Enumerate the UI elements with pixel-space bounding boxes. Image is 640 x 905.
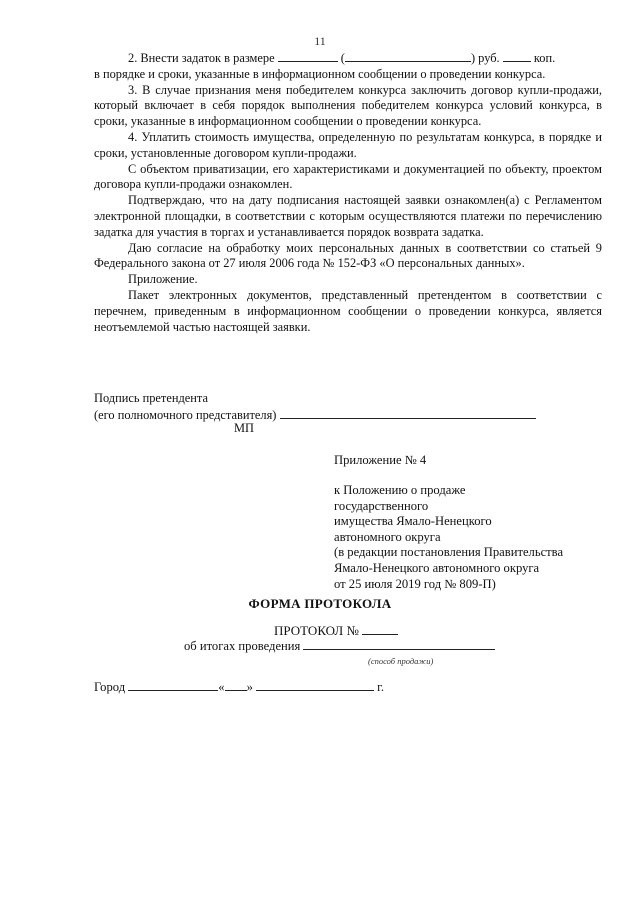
city-blank[interactable] <box>128 679 218 691</box>
representative-line: (его полномочного представителя) <box>94 407 536 424</box>
deposit-words-blank[interactable] <box>345 50 471 62</box>
annex-line: имущества Ямало-Ненецкого <box>334 514 492 529</box>
kopeks-blank[interactable] <box>503 50 531 62</box>
annex-line: государственного <box>334 498 429 513</box>
regulation-paragraph: Подтверждаю, что на дату подписания настоящей заявки ознакомлен(а) с Регламентом электронной площадки, в соответствии с которым осуществляются платежи по перечислению задатка для участия в торгах и устанавливается порядок возврата задатка. <box>94 193 602 239</box>
application-body <box>94 50 602 335</box>
annex-reference <box>334 483 624 592</box>
annex-line: автономного округа <box>334 529 441 544</box>
signature-blank[interactable] <box>280 407 536 419</box>
protocol-number-line: ПРОТОКОЛ № <box>274 623 398 639</box>
documents-package-paragraph: Пакет электронных документов, представленный претендентом в соответствии с перечнем, приведенным в информационном сообщении о проведении конкурса, является неотъемлемой частью настоящей заявки. <box>94 287 602 334</box>
contract-paragraph: 3. В случае признания меня победителем конкурса заключить договор купли-продажи, который включает в себя порядок выполнения победителем конкурса условий конкурса, в сроки, указанные в информационном сообщении о проведении конкурса. <box>94 82 602 129</box>
stamp-place-label: МП <box>234 421 254 435</box>
annex-title: Приложение № 4 <box>334 453 427 467</box>
personal-data-paragraph: Даю согласие на обработку моих персональных данных в соответствии со статьей 9 Федерального закона от 27 июля 2006 года № 152-ФЗ «О персональных данных». <box>94 240 602 271</box>
annex-line: (в редакции постановления Правительства <box>334 545 564 560</box>
sale-method-blank[interactable] <box>303 638 495 650</box>
results-line: об итогах проведения <box>184 638 495 654</box>
city-date-line: Город « » г. <box>94 680 385 694</box>
object-familiarity-paragraph: С объектом приватизации, его характеристиками и документацией по объекту, проектом договора купли-продажи ознакомлен. <box>94 161 602 192</box>
protocol-number-blank[interactable] <box>362 623 398 635</box>
deposit-paragraph-tail: в порядке и сроки, указанные в информационном сообщении о проведении конкурса. <box>94 66 546 81</box>
page-number: 11 <box>314 34 326 48</box>
deposit-paragraph: 2. Внести задаток в размере ( ) руб. коп. <box>128 51 556 65</box>
annex-line: от 25 июля 2019 год № 809-П) <box>334 576 496 591</box>
day-blank[interactable] <box>225 679 247 691</box>
form-title: ФОРМА ПРОТОКОЛА <box>248 596 392 611</box>
annex-line: к Положению о продаже <box>334 483 466 497</box>
payment-paragraph: 4. Уплатить стоимость имущества, определенную по результатам конкурса, в порядке и сроки, установленные договором купли-продажи. <box>94 129 602 160</box>
deposit-amount-blank[interactable] <box>278 50 338 62</box>
month-year-blank[interactable] <box>256 679 374 691</box>
annex-line: Ямало-Ненецкого автономного округа <box>334 560 540 575</box>
signature-block <box>94 391 536 424</box>
signature-label: Подпись претендента <box>94 391 208 405</box>
attachment-heading: Приложение. <box>128 272 198 287</box>
sale-method-hint: (способ продажи) <box>368 656 434 666</box>
